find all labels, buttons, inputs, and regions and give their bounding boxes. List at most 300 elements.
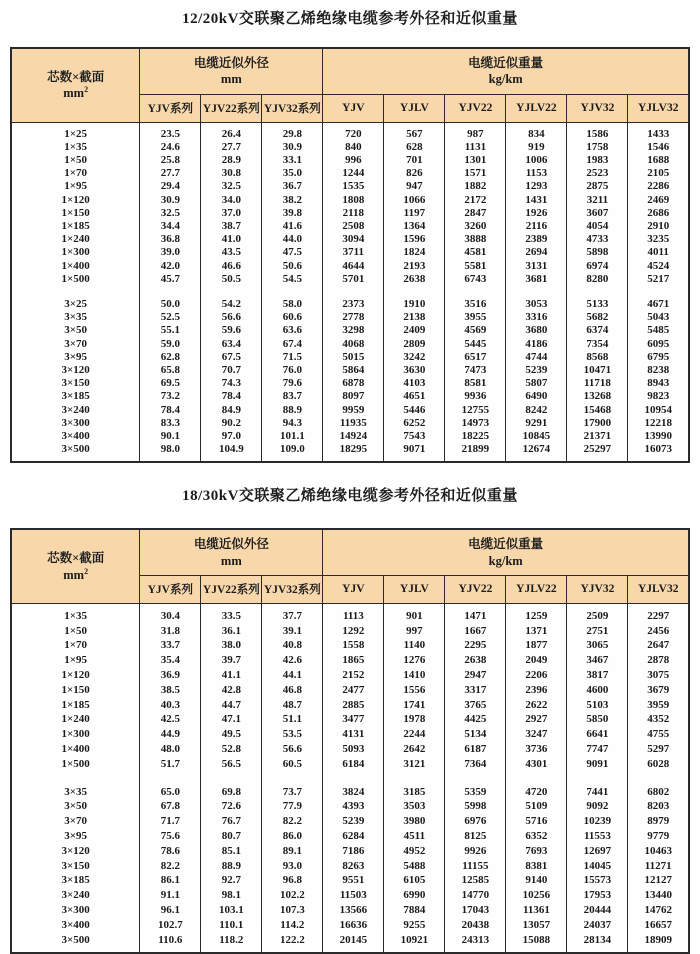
core-size-cell: 3×150 [11, 859, 140, 874]
value-cell: 20444 [567, 903, 628, 918]
core-size-cell: 3×35 [11, 785, 140, 800]
value-cell: 33.1 [262, 154, 323, 167]
table-title-12-20kv: 12/20kV交联聚乙烯绝缘电缆参考外径和近似重量 [182, 11, 518, 27]
value-cell: 2105 [628, 167, 689, 180]
value-cell: 1808 [323, 194, 384, 207]
value-cell: 2116 [506, 220, 567, 233]
gap-cell [323, 286, 384, 298]
value-cell: 4068 [323, 338, 384, 351]
value-cell: 52.8 [201, 742, 262, 757]
weight-group-label: 电缆近似重量 [468, 56, 544, 70]
core-size-cell: 1×400 [11, 742, 140, 757]
value-cell: 18225 [445, 430, 506, 443]
value-cell: 5864 [323, 364, 384, 377]
value-cell: 21899 [445, 443, 506, 462]
value-cell: 30.9 [140, 194, 201, 207]
gap-cell [567, 286, 628, 298]
table-row [11, 390, 689, 403]
value-cell: 67.5 [201, 351, 262, 364]
value-cell: 8581 [445, 377, 506, 390]
value-cell: 42.0 [140, 260, 201, 273]
value-cell: 14770 [445, 888, 506, 903]
core-size-cell: 3×50 [11, 324, 140, 337]
value-cell: 56.6 [262, 742, 323, 757]
gap-cell [11, 772, 140, 785]
core-size-cell: 3×300 [11, 417, 140, 430]
value-cell: 7186 [323, 844, 384, 859]
group-header-row [11, 48, 689, 94]
value-cell: 6743 [445, 273, 506, 286]
table-row [11, 141, 689, 154]
value-cell: 51.1 [262, 712, 323, 727]
value-cell: 36.7 [262, 180, 323, 193]
header-yjv: YJV [323, 575, 384, 603]
table-row [11, 668, 689, 683]
value-cell: 73.7 [262, 785, 323, 800]
value-cell: 78.6 [140, 844, 201, 859]
value-cell: 39.0 [140, 246, 201, 259]
value-cell: 67.4 [262, 338, 323, 351]
value-cell: 75.6 [140, 829, 201, 844]
gap-cell [506, 286, 567, 298]
value-cell: 45.7 [140, 273, 201, 286]
table-row [11, 638, 689, 653]
value-cell: 8203 [628, 799, 689, 814]
value-cell: 96.1 [140, 903, 201, 918]
value-cell: 25297 [567, 443, 628, 462]
value-cell: 2878 [628, 653, 689, 668]
value-cell: 24313 [445, 933, 506, 954]
value-cell: 3824 [323, 785, 384, 800]
value-cell: 71.7 [140, 814, 201, 829]
value-cell: 1006 [506, 154, 567, 167]
value-cell: 30.4 [140, 603, 201, 623]
value-cell: 18295 [323, 443, 384, 462]
core-size-cell: 3×500 [11, 933, 140, 954]
value-cell: 17043 [445, 903, 506, 918]
value-cell: 109.0 [262, 443, 323, 462]
value-cell: 59.0 [140, 338, 201, 351]
core-size-cell: 3×185 [11, 390, 140, 403]
value-cell: 4511 [384, 829, 445, 844]
core-size-cell: 1×35 [11, 603, 140, 623]
gap-cell [567, 772, 628, 785]
header-yjv22: YJV22 [445, 575, 506, 603]
value-cell: 92.7 [201, 873, 262, 888]
value-cell: 40.8 [262, 638, 323, 653]
value-cell: 11935 [323, 417, 384, 430]
value-cell: 84.9 [201, 404, 262, 417]
value-cell: 11271 [628, 859, 689, 874]
value-cell: 2647 [628, 638, 689, 653]
table-row [11, 814, 689, 829]
value-cell: 4644 [323, 260, 384, 273]
table-row [11, 727, 689, 742]
value-cell: 24037 [567, 918, 628, 933]
value-cell: 74.3 [201, 377, 262, 390]
table-row [11, 653, 689, 668]
value-cell: 15573 [567, 873, 628, 888]
value-cell: 9959 [323, 404, 384, 417]
value-cell: 17953 [567, 888, 628, 903]
value-cell: 7747 [567, 742, 628, 757]
value-cell: 3235 [628, 233, 689, 246]
header-core-size [11, 48, 140, 122]
value-cell: 3630 [384, 364, 445, 377]
value-cell: 5445 [445, 338, 506, 351]
value-cell: 4651 [384, 390, 445, 403]
value-cell: 78.4 [140, 404, 201, 417]
value-cell: 9071 [384, 443, 445, 462]
value-cell: 3680 [506, 324, 567, 337]
value-cell: 110.1 [201, 918, 262, 933]
value-cell: 14045 [567, 859, 628, 874]
gap-cell [506, 772, 567, 785]
value-cell: 44.0 [262, 233, 323, 246]
value-cell: 1276 [384, 653, 445, 668]
value-cell: 1113 [323, 603, 384, 623]
value-cell: 114.2 [262, 918, 323, 933]
table-row [11, 351, 689, 364]
value-cell: 10239 [567, 814, 628, 829]
value-cell: 1259 [506, 603, 567, 623]
value-cell: 5217 [628, 273, 689, 286]
core-size-cell: 3×25 [11, 298, 140, 311]
value-cell: 63.4 [201, 338, 262, 351]
value-cell: 7364 [445, 757, 506, 772]
table-body-18-30kv [11, 603, 689, 953]
table-row [11, 260, 689, 273]
value-cell: 5133 [567, 298, 628, 311]
header-weight-group [323, 48, 689, 94]
value-cell: 5446 [384, 404, 445, 417]
value-cell: 16073 [628, 443, 689, 462]
value-cell: 56.5 [201, 757, 262, 772]
value-cell: 69.5 [140, 377, 201, 390]
value-cell: 29.4 [140, 180, 201, 193]
value-cell: 1153 [506, 167, 567, 180]
value-cell: 11155 [445, 859, 506, 874]
value-cell: 9092 [567, 799, 628, 814]
gap-cell [628, 286, 689, 298]
value-cell: 8242 [506, 404, 567, 417]
core-size-cell: 3×240 [11, 888, 140, 903]
value-cell: 5485 [628, 324, 689, 337]
value-cell: 122.2 [262, 933, 323, 954]
value-cell: 4352 [628, 712, 689, 727]
value-cell: 44.7 [201, 698, 262, 713]
cable-table-12-20kv [10, 47, 690, 463]
value-cell: 13440 [628, 888, 689, 903]
value-cell: 5134 [445, 727, 506, 742]
value-cell: 4301 [506, 757, 567, 772]
value-cell: 3247 [506, 727, 567, 742]
value-cell: 8568 [567, 351, 628, 364]
value-cell: 10845 [506, 430, 567, 443]
value-cell: 23.5 [140, 122, 201, 141]
value-cell: 5581 [445, 260, 506, 273]
value-cell: 1824 [384, 246, 445, 259]
value-cell: 3516 [445, 298, 506, 311]
table-row [11, 712, 689, 727]
table-row [11, 298, 689, 311]
value-cell: 48.7 [262, 698, 323, 713]
core-size-cell: 1×185 [11, 220, 140, 233]
value-cell: 996 [323, 154, 384, 167]
core-size-cell: 3×400 [11, 430, 140, 443]
value-cell: 37.7 [262, 603, 323, 623]
value-cell: 5488 [384, 859, 445, 874]
table-row [11, 122, 689, 141]
value-cell: 2642 [384, 742, 445, 757]
value-cell: 9091 [567, 757, 628, 772]
table-row [11, 859, 689, 874]
value-cell: 8280 [567, 273, 628, 286]
value-cell: 2523 [567, 167, 628, 180]
core-size-cell: 1×95 [11, 180, 140, 193]
value-cell: 39.8 [262, 207, 323, 220]
table-row [11, 603, 689, 623]
value-cell: 101.1 [262, 430, 323, 443]
value-cell: 1471 [445, 603, 506, 623]
value-cell: 701 [384, 154, 445, 167]
value-cell: 38.0 [201, 638, 262, 653]
gap-cell [11, 286, 140, 298]
value-cell: 5015 [323, 351, 384, 364]
table-row [11, 443, 689, 462]
core-size-cell: 1×400 [11, 260, 140, 273]
core-size-cell: 3×120 [11, 844, 140, 859]
value-cell: 36.9 [140, 668, 201, 683]
value-cell: 76.7 [201, 814, 262, 829]
value-cell: 7441 [567, 785, 628, 800]
header-yjv22-series: YJV22系列 [201, 575, 262, 603]
value-cell: 6095 [628, 338, 689, 351]
value-cell: 33.5 [201, 603, 262, 623]
value-cell: 1558 [323, 638, 384, 653]
value-cell: 834 [506, 122, 567, 141]
value-cell: 2373 [323, 298, 384, 311]
value-cell: 2508 [323, 220, 384, 233]
table-row [11, 404, 689, 417]
value-cell: 2206 [506, 668, 567, 683]
group-gap-row [11, 772, 689, 785]
value-cell: 93.0 [262, 859, 323, 874]
value-cell: 5850 [567, 712, 628, 727]
core-size-cell: 3×70 [11, 338, 140, 351]
value-cell: 9779 [628, 829, 689, 844]
value-cell: 2477 [323, 683, 384, 698]
value-cell: 5682 [567, 311, 628, 324]
value-cell: 6878 [323, 377, 384, 390]
core-size-cell: 3×50 [11, 799, 140, 814]
header-outer-diameter-group [140, 48, 323, 94]
value-cell: 6352 [506, 829, 567, 844]
core-size-cell: 1×50 [11, 154, 140, 167]
value-cell: 21371 [567, 430, 628, 443]
value-cell: 4952 [384, 844, 445, 859]
value-cell: 42.5 [140, 712, 201, 727]
value-cell: 2875 [567, 180, 628, 193]
value-cell: 60.5 [262, 757, 323, 772]
core-size-cell: 3×300 [11, 903, 140, 918]
gap-cell [262, 772, 323, 785]
core-size-cell: 3×120 [11, 364, 140, 377]
value-cell: 3317 [445, 683, 506, 698]
value-cell: 2638 [384, 273, 445, 286]
value-cell: 83.7 [262, 390, 323, 403]
value-cell: 90.1 [140, 430, 201, 443]
value-cell: 6184 [323, 757, 384, 772]
value-cell: 2138 [384, 311, 445, 324]
value-cell: 2297 [628, 603, 689, 623]
value-cell: 20438 [445, 918, 506, 933]
value-cell: 8943 [628, 377, 689, 390]
value-cell: 3477 [323, 712, 384, 727]
value-cell: 38.2 [262, 194, 323, 207]
value-cell: 36.1 [201, 624, 262, 639]
value-cell: 80.7 [201, 829, 262, 844]
value-cell: 3736 [506, 742, 567, 757]
header-yjv22: YJV22 [445, 94, 506, 122]
core-size-cell: 1×150 [11, 683, 140, 698]
value-cell: 6517 [445, 351, 506, 364]
value-cell: 48.0 [140, 742, 201, 757]
value-cell: 88.9 [201, 859, 262, 874]
value-cell: 104.9 [201, 443, 262, 462]
value-cell: 6490 [506, 390, 567, 403]
value-cell: 2885 [323, 698, 384, 713]
value-cell: 12585 [445, 873, 506, 888]
value-cell: 9255 [384, 918, 445, 933]
value-cell: 4131 [323, 727, 384, 742]
value-cell: 4581 [445, 246, 506, 259]
value-cell: 7473 [445, 364, 506, 377]
value-cell: 79.6 [262, 377, 323, 390]
value-cell: 2947 [445, 668, 506, 683]
value-cell: 1535 [323, 180, 384, 193]
table-row [11, 246, 689, 259]
value-cell: 6105 [384, 873, 445, 888]
weight-group-label: 电缆近似重量 [468, 537, 544, 552]
value-cell: 5043 [628, 311, 689, 324]
value-cell: 31.8 [140, 624, 201, 639]
value-cell: 30.8 [201, 167, 262, 180]
value-cell: 7354 [567, 338, 628, 351]
value-cell: 4103 [384, 377, 445, 390]
table-row [11, 873, 689, 888]
value-cell: 9291 [506, 417, 567, 430]
value-cell: 94.3 [262, 417, 323, 430]
value-cell: 6802 [628, 785, 689, 800]
value-cell: 37.0 [201, 207, 262, 220]
value-cell: 42.8 [201, 683, 262, 698]
value-cell: 919 [506, 141, 567, 154]
value-cell: 36.8 [140, 233, 201, 246]
od-group-unit: mm [220, 72, 242, 87]
header-yjv: YJV [323, 94, 384, 122]
value-cell: 6284 [323, 829, 384, 844]
value-cell: 2847 [445, 207, 506, 220]
od-group-label: 电缆近似外径 [193, 537, 269, 552]
value-cell: 102.2 [262, 888, 323, 903]
od-group-unit: mm [220, 553, 242, 568]
value-cell: 15088 [506, 933, 567, 954]
table-row [11, 844, 689, 859]
core-size-cell: 3×400 [11, 918, 140, 933]
value-cell: 6252 [384, 417, 445, 430]
value-cell: 3467 [567, 653, 628, 668]
value-cell: 6976 [445, 814, 506, 829]
value-cell: 1596 [384, 233, 445, 246]
value-cell: 1571 [445, 167, 506, 180]
value-cell: 62.8 [140, 351, 201, 364]
core-size-cell: 3×95 [11, 351, 140, 364]
table-row [11, 377, 689, 390]
group-gap-row [11, 286, 689, 298]
value-cell: 3075 [628, 668, 689, 683]
table-row [11, 233, 689, 246]
value-cell: 12697 [567, 844, 628, 859]
header-outer-diameter-group [140, 529, 323, 575]
value-cell: 102.7 [140, 918, 201, 933]
value-cell: 3298 [323, 324, 384, 337]
value-cell: 40.3 [140, 698, 201, 713]
value-cell: 1978 [384, 712, 445, 727]
core-size-cell: 1×240 [11, 712, 140, 727]
core-size-unit: mm [63, 567, 85, 582]
value-cell: 2396 [506, 683, 567, 698]
value-cell: 2686 [628, 207, 689, 220]
table-body-12-20kv [11, 122, 689, 462]
value-cell: 16657 [628, 918, 689, 933]
header-yjlv: YJLV [384, 94, 445, 122]
value-cell: 2778 [323, 311, 384, 324]
value-cell: 3131 [506, 260, 567, 273]
value-cell: 1983 [567, 154, 628, 167]
value-cell: 3765 [445, 698, 506, 713]
value-cell: 901 [384, 603, 445, 623]
value-cell: 1910 [384, 298, 445, 311]
value-cell: 8979 [628, 814, 689, 829]
value-cell: 11361 [506, 903, 567, 918]
value-cell: 10954 [628, 404, 689, 417]
value-cell: 3711 [323, 246, 384, 259]
value-cell: 34.4 [140, 220, 201, 233]
value-cell: 26.4 [201, 122, 262, 141]
value-cell: 28134 [567, 933, 628, 954]
value-cell: 9823 [628, 390, 689, 403]
value-cell: 35.0 [262, 167, 323, 180]
value-cell: 65.8 [140, 364, 201, 377]
value-cell: 2927 [506, 712, 567, 727]
value-cell: 53.5 [262, 727, 323, 742]
value-cell: 54.2 [201, 298, 262, 311]
value-cell: 1882 [445, 180, 506, 193]
value-cell: 97.0 [201, 430, 262, 443]
value-cell: 88.9 [262, 404, 323, 417]
value-cell: 4600 [567, 683, 628, 698]
value-cell: 10471 [567, 364, 628, 377]
value-cell: 39.1 [262, 624, 323, 639]
value-cell: 5359 [445, 785, 506, 800]
value-cell: 59.6 [201, 324, 262, 337]
value-cell: 82.2 [262, 814, 323, 829]
value-cell: 5239 [506, 364, 567, 377]
value-cell: 4569 [445, 324, 506, 337]
value-cell: 1433 [628, 122, 689, 141]
table-row [11, 683, 689, 698]
